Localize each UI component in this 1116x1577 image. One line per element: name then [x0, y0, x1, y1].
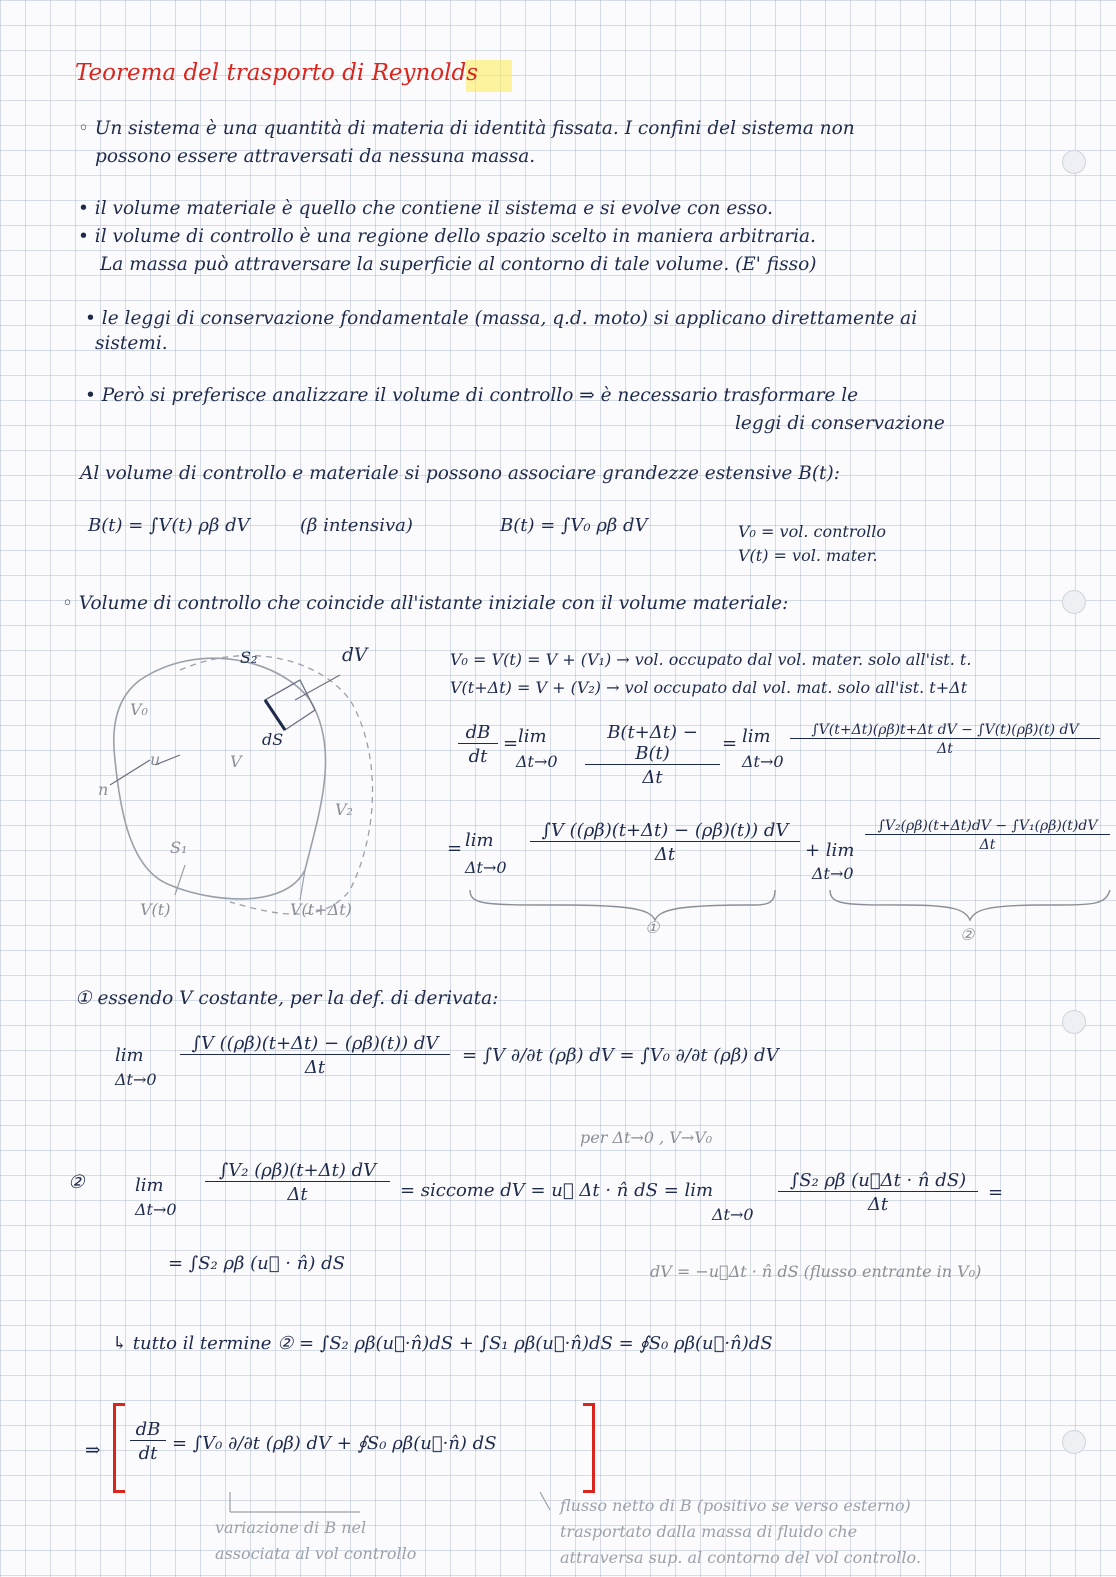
lim-2: lim — [742, 726, 771, 747]
term-2-den: Δt — [979, 837, 996, 853]
vo-definition: V₀ = vol. controllo — [738, 522, 886, 541]
term-1-den: Δt — [654, 844, 676, 865]
label-n: n — [98, 780, 109, 799]
binder-hole — [1062, 1430, 1086, 1454]
label-vo: V₀ — [130, 700, 148, 719]
label-ds: dS — [262, 730, 284, 749]
step-2-siccome: = siccome dV = u⃗ Δt · n̂ dS = lim — [400, 1180, 714, 1201]
step-2-fraction — [205, 1160, 390, 1205]
step-1-den: Δt — [304, 1057, 326, 1078]
binder-hole — [1062, 1010, 1086, 1034]
integral-difference — [790, 722, 1100, 757]
final-lhs — [130, 1419, 166, 1464]
step-2-lim-sub: Δt→0 — [135, 1200, 177, 1219]
brace-1-label: ① — [645, 918, 660, 937]
vtdt-equation: V(t+Δt) = V + (V₂) → vol occupato dal vol. mat. solo all'ist. t+Δt — [450, 678, 968, 697]
vt-definition: V(t) = vol. mater. — [738, 546, 878, 565]
db-numerator: dB — [458, 722, 498, 744]
step-1-fraction — [180, 1033, 450, 1078]
term-2-fraction — [865, 818, 1110, 853]
label-vt: V(t) — [140, 900, 171, 919]
lim-1: lim — [518, 726, 547, 747]
b-control-formula: B(t) = ∫V₀ ρβ dV — [500, 515, 648, 536]
term-1-fraction — [530, 820, 800, 865]
step-2-num-b: ∫S₂ ρβ (u⃗Δt · n̂ dS) — [778, 1170, 978, 1192]
label-s2: S₂ — [240, 648, 258, 667]
step-1-note: per Δt→0 , V→V₀ — [580, 1128, 713, 1147]
pero-text-2: leggi di conservazione — [735, 413, 945, 434]
variazione-note-1: variazione di B nel — [215, 1518, 367, 1537]
label-v2: V₂ — [335, 800, 353, 819]
db-dt-fraction — [458, 722, 498, 767]
beta-note: (β intensiva) — [300, 515, 413, 536]
section-heading: ◦ Volume di controllo che coincide all'istante iniziale con il volume materiale: — [62, 593, 789, 614]
volume-controllo-text: • il volume di controllo è una regione dello spazio scelto in maniera arbitraria. — [78, 226, 816, 247]
label-u: u — [150, 750, 161, 769]
sistema-line-2: possono essere attraversati da nessuna massa. — [95, 146, 536, 167]
leggi-text-1: • le leggi di conservazione fondamentale (massa, q.d. moto) si applicano direttamente ai — [85, 308, 918, 329]
grandezze-text: Al volume di controllo e materiale si possono associare grandezze estensive B(t): — [80, 463, 840, 484]
lim-3-sub: Δt→0 — [465, 858, 507, 877]
step-1-result: = ∫V ∂/∂t (ρβ) dV = ∫V₀ ∂/∂t (ρβ) dV — [462, 1045, 779, 1066]
step-2-lim-sub-b: Δt→0 — [712, 1205, 754, 1224]
b-material-formula: B(t) = ∫V(t) ρβ dV — [88, 515, 250, 536]
leggi-text-2: sistemi. — [95, 333, 168, 354]
diff-quotient-den: Δt — [642, 767, 663, 788]
step-1-lim: lim — [115, 1045, 144, 1066]
diff-quotient-num: B(t+Δt) − B(t) — [585, 722, 720, 765]
term-1-num: ∫V ((ρβ)(t+Δt) − (ρβ)(t)) dV — [530, 820, 800, 842]
binder-hole — [1062, 150, 1086, 174]
termine-2: ↳ tutto il termine ② = ∫S₂ ρβ(u⃗·n̂)dS + ∫S₁ ρβ(u⃗·n̂)dS = ∮S₀ ρβ(u⃗·n̂)dS — [112, 1333, 773, 1354]
volume-controllo-text-2: La massa può attraversare la superficie al contorno di tale volume. (E' fisso) — [100, 254, 817, 275]
integral-difference-den: Δt — [937, 741, 953, 757]
volume-materiale-text: • il volume materiale è quello che contiene il sistema e si evolve con esso. — [78, 198, 773, 219]
flusso-note-1: flusso netto di B (positivo se verso esterno) — [560, 1496, 911, 1515]
lim-1-sub: Δt→0 — [516, 752, 558, 771]
diff-quotient — [585, 722, 720, 788]
step-2-den: Δt — [287, 1184, 308, 1205]
step-1-num: ∫V ((ρβ)(t+Δt) − (ρβ)(t)) dV — [180, 1033, 450, 1055]
brace-2-label: ② — [960, 925, 975, 944]
lim-3: lim — [465, 830, 494, 851]
step-2-label: ② — [68, 1172, 85, 1193]
flusso-note-2: trasportato dalla massa di fluido che — [560, 1522, 858, 1541]
plus-lim: + lim — [805, 840, 855, 861]
final-rhs: = ∫V₀ ∂/∂t (ρβ) dV + ∮S₀ ρβ(u⃗·n̂) dS — [172, 1433, 497, 1454]
term-braces — [465, 885, 1115, 935]
control-volume-diagram — [80, 640, 420, 940]
binder-hole — [1062, 590, 1086, 614]
implies-arrow: ⇒ — [85, 1440, 101, 1461]
step-2-lim: lim — [135, 1175, 164, 1196]
final-lhs-den: dt — [138, 1443, 158, 1464]
label-v: V — [230, 752, 242, 771]
final-equation-box — [113, 1403, 595, 1493]
step-2-result: = ∫S₂ ρβ (u⃗ · n̂) dS — [168, 1253, 345, 1274]
flux-note: dV = −u⃗Δt · n̂ dS (flusso entrante in V₀) — [650, 1262, 982, 1281]
step-2-num: ∫V₂ (ρβ)(t+Δt) dV — [205, 1160, 390, 1182]
flusso-note-3: attraversa sup. al contorno del vol controllo. — [560, 1548, 921, 1567]
final-lhs-num: dB — [130, 1419, 166, 1441]
vo-equation: V₀ = V(t) = V + (V₁) → vol. occupato dal vol. mater. solo all'ist. t. — [450, 650, 972, 669]
label-s1: S₁ — [170, 838, 188, 857]
step-2-den-b: Δt — [867, 1194, 889, 1215]
label-vtdt: V(t+Δt) — [290, 900, 352, 919]
variazione-note-2: associata al vol controllo — [215, 1544, 417, 1563]
lim-2-sub: Δt→0 — [742, 752, 784, 771]
step-2-fraction-b — [778, 1170, 978, 1215]
lim-4-sub: Δt→0 — [812, 864, 854, 883]
dt-denominator: dt — [468, 746, 488, 767]
page-title: Teorema del trasporto di Reynolds — [75, 60, 479, 86]
sistema-line-1: ◦ Un sistema è una quantità di materia di identità fissata. I confini del sistema non — [78, 118, 855, 139]
step-1-lim-sub: Δt→0 — [115, 1070, 157, 1089]
step-1-intro: ① essendo V costante, per la def. di derivata: — [75, 988, 499, 1009]
label-dv: dV — [342, 645, 368, 666]
integral-difference-num: ∫V(t+Δt)(ρβ)t+Δt dV − ∫V(t)(ρβ)(t) dV — [790, 722, 1100, 739]
term-2-num: ∫V₂(ρβ)(t+Δt)dV − ∫V₁(ρβ)(t)dV — [865, 818, 1110, 835]
pero-text-1: • Però si preferisce analizzare il volume di controllo ⇒ è necessario trasformare le — [85, 385, 859, 406]
